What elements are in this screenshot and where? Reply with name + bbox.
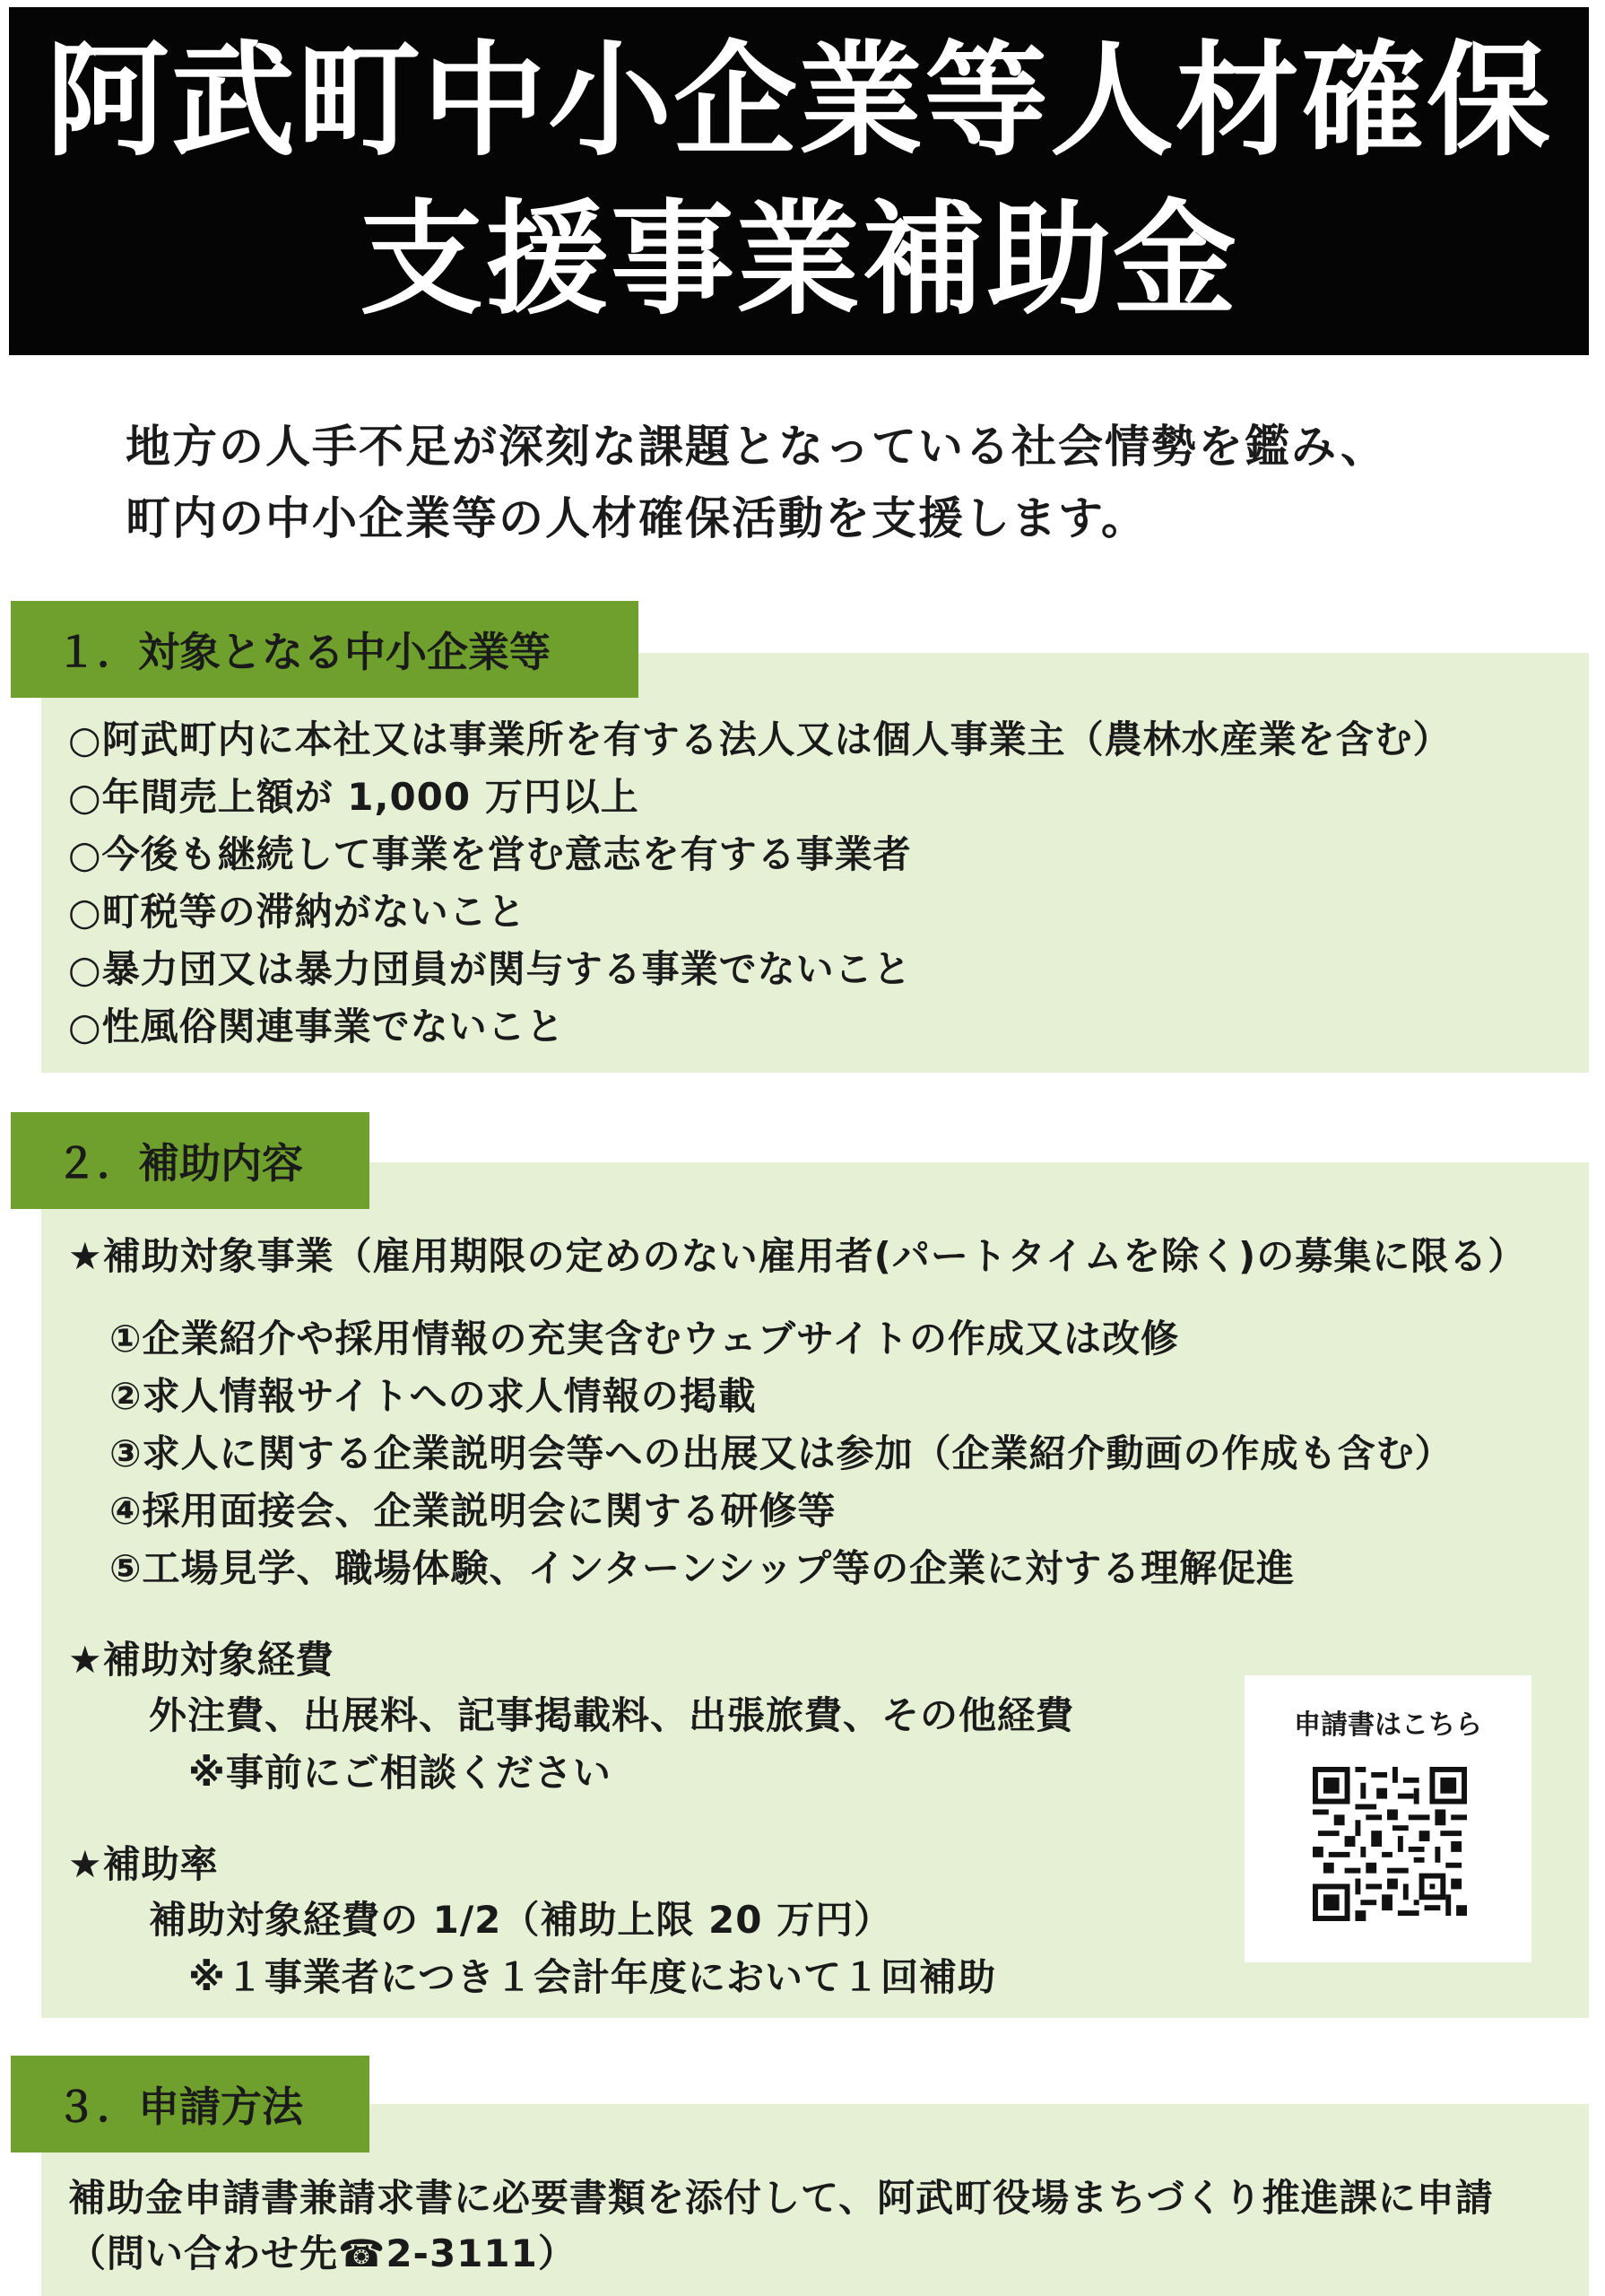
intro-line-1: 地方の人手不足が深刻な課題となっている社会情勢を鑑み、 xyxy=(126,421,1387,473)
section-1-item-5: ○暴力団又は暴力団員が関与する事業でないこと xyxy=(68,947,912,991)
section-2-heading: ２．補助内容 xyxy=(11,1112,369,1209)
intro-line-2: 町内の中小企業等の人材確保活動を支援します。 xyxy=(126,492,1148,544)
qr-box[interactable] xyxy=(1245,1675,1531,1962)
intro-text xyxy=(126,411,1387,554)
project-item-1: ①企業紹介や採用情報の充実含むウェブサイトの作成又は改修 xyxy=(109,1317,1179,1361)
section-1-item-6: ○性風俗関連事業でないこと xyxy=(68,1004,565,1048)
section-1-heading: １．対象となる中小企業等 xyxy=(11,601,638,698)
title-banner xyxy=(9,7,1589,355)
project-item-4: ④採用面接会、企業説明会に関する研修等 xyxy=(109,1489,837,1533)
expenses-text: 外注費、出展料、記事掲載料、出張旅費、その他経費 xyxy=(149,1693,1075,1737)
qr-code-icon[interactable] xyxy=(1313,1767,1467,1921)
expenses-heading: ★補助対象経費 xyxy=(68,1638,334,1682)
section-1-item-4: ○町税等の滞納がないこと xyxy=(68,890,526,934)
project-item-5: ⑤工場見学、職場体験、インターンシップ等の企業に対する理解促進 xyxy=(109,1546,1296,1590)
apply-method-line-2: （問い合わせ先☎2-3111） xyxy=(68,2231,577,2275)
section-3-heading: ３．申請方法 xyxy=(11,2056,369,2152)
title-line-2: 支援事業補助金 xyxy=(359,187,1238,332)
qr-label: 申請書はこちら xyxy=(1294,1709,1482,1741)
section-1-item-3: ○今後も継続して事業を営む意志を有する事業者 xyxy=(68,832,912,876)
section-1-item-2: ○年間売上額が 1,000 万円以上 xyxy=(68,775,639,819)
rate-text: 補助対象経費の 1/2（補助上限 20 万円） xyxy=(149,1898,893,1942)
section-1-item-1: ○阿武町内に本社又は事業所を有する法人又は個人事業主（農林水産業を含む） xyxy=(68,718,1452,761)
expenses-note: ※事前にご相談ください xyxy=(188,1751,612,1795)
rate-heading: ★補助率 xyxy=(68,1842,219,1886)
projects-heading: ★補助対象事業（雇用期限の定めのない雇用者(パートタイムを除く)の募集に限る） xyxy=(68,1234,1527,1278)
project-item-2: ②求人情報サイトへの求人情報の掲載 xyxy=(109,1374,757,1418)
rate-note: ※１事業者につき１会計年度において１回補助 xyxy=(188,1955,996,1999)
apply-method-line-1: 補助金申請書兼請求書に必要書類を添付して、阿武町役場まちづくり推進課に申請 xyxy=(68,2176,1494,2220)
title-line-1: 阿武町中小企業等人材確保 xyxy=(45,29,1552,174)
project-item-3: ③求人に関する企業説明会等への出展又は参加（企業紹介動画の作成も含む） xyxy=(109,1431,1453,1475)
